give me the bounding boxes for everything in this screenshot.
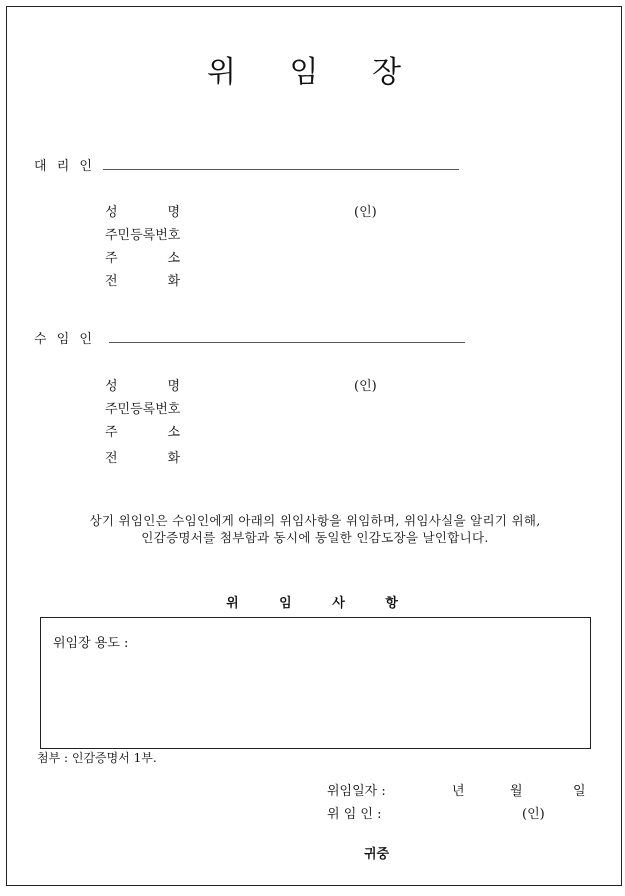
principal-name-line [109, 342, 465, 343]
agent-name-line [103, 169, 459, 170]
date-label: 위임일자 : [327, 784, 386, 799]
agent-address-label: 주 소 [105, 251, 180, 266]
agent-name-label: 성 명 [105, 205, 180, 220]
principal-id-label: 주민등록번호 [105, 402, 181, 417]
addressee: 귀중 [364, 847, 390, 862]
agent-heading: 대 리 인 [34, 159, 95, 174]
principal-address-label: 주 소 [105, 425, 180, 440]
statement-line-2: 인감증명서를 첨부함과 동시에 동일한 인감도장을 날인합니다. [141, 530, 489, 545]
statement-line-1: 상기 위임인은 수임인에게 아래의 위임사항을 위임하며, 위임사실을 알리기 위해, [89, 513, 541, 528]
date-month: 월 [510, 784, 523, 799]
agent-phone-label: 전 화 [105, 274, 180, 289]
principal-phone-label: 전 화 [105, 451, 180, 466]
attachment-note: 첨부 : 인감증명서 1부. [37, 751, 157, 765]
agent-seal-mark: (인) [354, 205, 377, 220]
document-title: 위 임 장 [206, 55, 423, 90]
date-year: 년 [452, 784, 465, 799]
delegation-heading: 위 임 사 항 [226, 596, 416, 611]
agent-id-label: 주민등록번호 [105, 228, 181, 243]
delegator-seal: (인) [522, 807, 545, 822]
purpose-label: 위임장 용도 : [53, 636, 129, 651]
document-page [6, 6, 622, 886]
delegation-box[interactable] [40, 617, 591, 749]
statement-paragraph [7, 512, 623, 546]
delegator-label: 위 임 인 : [327, 807, 382, 822]
date-day: 일 [573, 784, 586, 799]
principal-heading: 수 임 인 [34, 332, 95, 347]
principal-seal-mark: (인) [354, 379, 377, 394]
principal-name-label: 성 명 [105, 379, 180, 394]
